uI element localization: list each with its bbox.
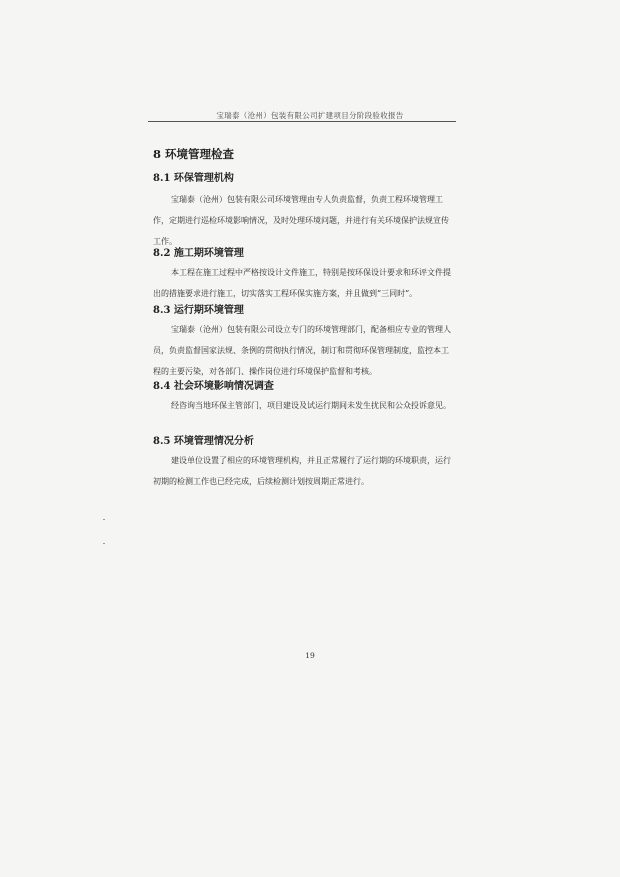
section-body-8-4: 经咨询当地环保主管部门，项目建设及试运行期间未发生扰民和公众投诉意见。 (171, 401, 451, 410)
running-header: 宝瑞泰（沧州）包装有限公司扩建项目分阶段验收报告 (216, 111, 404, 120)
section-heading-8-2: 8.2 施工期环境管理 (153, 248, 244, 259)
section-body-8-2: 本工程在施工过程中严格按设计文件施工，特别是按环保设计要求和环评文件提出的措施要求进行施工，切实落实工程环保实施方案，并且做到“三同时”。 (153, 268, 451, 298)
section-body-8-1: 宝瑞泰（沧州）包装有限公司环境管理由专人负责监督，负责工程环境管理工作，定期进行巡检环境影响情况，及时处理环境问题，并进行有关环境保护法规宣传工作。 (153, 195, 449, 246)
section-heading-8-3: 8.3 运行期环境管理 (153, 305, 244, 316)
header-rule (148, 121, 456, 122)
scan-speck (103, 519, 105, 520)
chapter-title: 8 环境管理检查 (153, 147, 235, 161)
section-heading-8-4: 8.4 社会环境影响情况调查 (153, 381, 274, 392)
section-body-8-5: 建设单位设置了相应的环境管理机构，并且正常履行了运行期的环境职责，运行初期的检测工作也已经完成，后续检测计划按周期正常进行。 (153, 456, 451, 486)
section-body-8-3: 宝瑞泰（沧州）包装有限公司设立专门的环境管理部门，配备相应专业的管理人员，负责监督国家法规、条例的贯彻执行情况，制订和贯彻环保管理制度，监控本工程的主要污染，对各部门、操作岗位进行环境保护监督和考核。 (153, 325, 451, 376)
section-heading-8-5: 8.5 环境管理情况分析 (153, 436, 254, 447)
scan-speck (103, 543, 105, 544)
page-number: 19 (305, 651, 315, 660)
section-heading-8-1: 8.1 环保管理机构 (153, 173, 234, 184)
